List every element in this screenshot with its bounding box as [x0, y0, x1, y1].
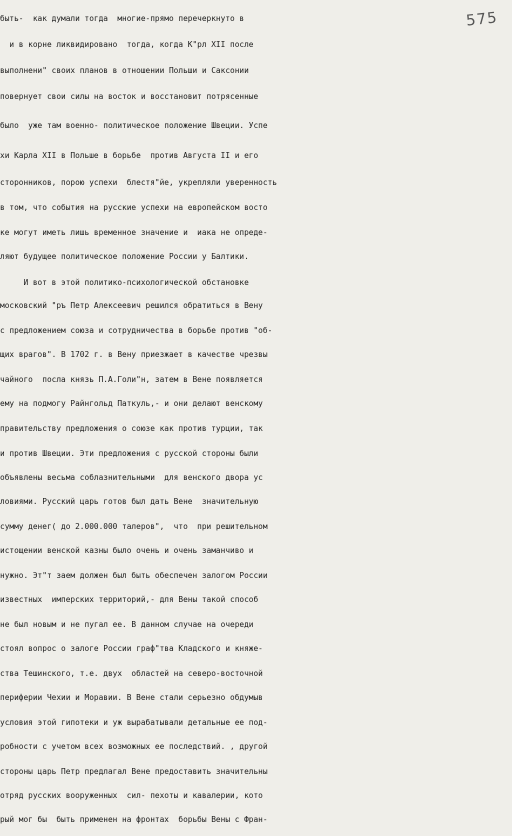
- text-line: рый мог бы быть применен на фронтах борьбы Вены с Фран-: [0, 815, 268, 824]
- text-line: и в корне ликвидировано тогда, когда К"рл XII после: [0, 40, 254, 49]
- text-line: условия этой гипотеки и уж вырабатывали детальные ее под-: [0, 718, 268, 727]
- text-line: чайного посла князь П.А.Голи"н, затем в Вене появляется: [0, 375, 263, 384]
- text-line: сумму денег( до 2.000.000 талеров", что при решительном: [0, 522, 268, 531]
- text-line: быть- как думали тогда многие-прямо перечеркнуто в: [0, 14, 245, 23]
- text-line: отряд русских вооруженных сил- пехоты и кавалерии, кото: [0, 791, 263, 800]
- text-line: истощении венской казны было очень и очень заманчиво и: [0, 546, 254, 555]
- text-line: щих врагов". В 1702 г. в Вену приезжает в качестве чрезвы: [0, 350, 268, 359]
- text-line: известных имперских территорий,- для Вены такой способ: [0, 595, 259, 604]
- text-line: ловиями. Русский царь готов был дать Вене значительную: [0, 497, 259, 506]
- text-line: робности с учетом всех возможных ее последствий. , другой: [0, 742, 268, 751]
- page-number: 575: [465, 8, 499, 30]
- text-line: повернует свои силы на восток и восстановит потрясенные: [0, 92, 259, 101]
- text-line: ляют будущее политическое положение России у Балтики.: [0, 252, 249, 261]
- text-line: хи Карла XII в Польше в борьбе против Августа II и его: [0, 151, 259, 160]
- text-line: периферии Чехии и Моравии. В Вене стали серьезно обдумыв: [0, 693, 263, 702]
- text-line: было уже там военно- политическое положение Швеции. Успе: [0, 121, 268, 130]
- text-line: выполнени" своих планов в отношении Польши и Саксонии: [0, 66, 249, 75]
- text-line: не был новым и не пугал ее. В данном случае на очереди: [0, 620, 254, 629]
- text-line: ему на подмогу Райнгольд Паткуль,- и они делают венскому: [0, 399, 263, 408]
- text-line: ке могут иметь лишь временное значение и иака не опреде-: [0, 228, 268, 237]
- text-line: сторонников, порою успехи блестя"йе, укрепляли уверенность: [0, 178, 277, 187]
- text-line: объявлены весьма соблазнительными для венского двора ус: [0, 473, 263, 482]
- text-line: нужно. Эт"т заем должен был быть обеспечен залогом России: [0, 571, 268, 580]
- text-line: стоял вопрос о залоге России граф"тва Кладского и княже-: [0, 644, 263, 653]
- text-line: ства Тешинского, т.е. двух областей на северо-восточной: [0, 669, 263, 678]
- text-line: И вот в этой политико-психологической обстановке: [0, 278, 249, 287]
- text-line: стороны царь Петр предлагал Вене предоставить значительны: [0, 767, 268, 776]
- text-line: правительству предложения о союзе как против турции, так: [0, 424, 263, 433]
- text-line: московский "ръ Петр Алексеевич решился обратиться в Вену: [0, 301, 263, 310]
- text-line: в том, что события на русские успехи на европейском восто: [0, 203, 268, 212]
- text-line: с предложением союза и сотрудничества в борьбе против "об-: [0, 326, 273, 335]
- text-line: и против Швеции. Эти предложения с русской стороны были: [0, 449, 259, 458]
